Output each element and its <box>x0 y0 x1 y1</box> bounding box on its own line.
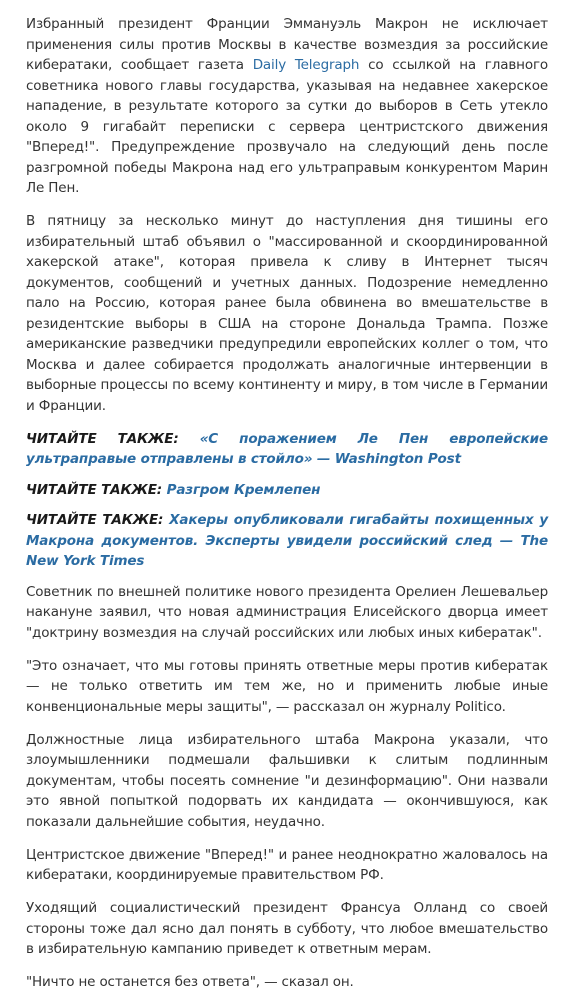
paragraph-3: Советник по внешней политике нового президента Орелиен Лешевальер накануне заявил, что новая администрация Елисейского дворца имеет "доктрину возмездия на случай российских или любых иных кибератак". <box>26 583 548 641</box>
paragraph-4: "Это означает, что мы готовы принять ответные меры против кибератак — не только ответить им тем же, но и применить любые иные конвенциональные меры защиты", — рассказал он журналу Politico. <box>26 657 548 715</box>
read-also-label: ЧИТАЙТЕ ТАКЖЕ: <box>26 512 164 528</box>
paragraph-2: В пятницу за несколько минут до наступления дня тишины его избирательный штаб объявил о "массированной и скоординированной хакерской атаке", которая привела к сливу в Интернет тысяч документов, сообщений и учетных данных. Подозрение немедленно пало на Россию, которая ранее была обвинена во вмешательстве в резидентские выборы в США на стороне Дональда Трампа. Позже американские разведчики предупредили европейских коллег о том, что Москва и далее собирается продолжать аналогичные интервенции в выборные процессы по всему континенту и миру, в том числе в Германии и Франции. <box>26 213 548 414</box>
read-also-2 <box>26 480 548 501</box>
read-also-1 <box>26 429 548 470</box>
paragraph-1-text-a: Избранный президент Франции Эммануэль Макрон не исключает применения силы против Москвы в качестве возмездия за российские кибератаки, сообщает газета <box>26 16 548 73</box>
read-also-label: ЧИТАЙТЕ ТАКЖЕ: <box>26 430 179 447</box>
paragraph-1-text-b: со ссылкой на главного советника нового главы государства, указывая на недавнее хакерское нападение, в результате которого за сутки до выборов в Сеть утекло около 9 гигабайт переписки с сервера центристского движения "Вперед!". Предупреждение прозвучало на следующий день после разгромной победы Макрона над его ультраправым конкурентом Марин Ле Пен. <box>26 57 548 196</box>
paragraph-8: "Ничто не останется без ответа", — сказал он. <box>26 974 354 990</box>
daily-telegraph-link[interactable]: Daily Telegraph <box>252 57 360 73</box>
paragraph-6: Центристское движение "Вперед!" и ранее неоднократно жаловалось на кибератаки, координируемые правительством РФ. <box>26 846 548 883</box>
read-also-label: ЧИТАЙТЕ ТАКЖЕ: <box>26 481 163 498</box>
paragraph-7: Уходящий социалистический президент Франсуа Олланд со своей стороны тоже дал ясно дал понять в субботу, что любое вмешательство в избирательную кампанию приведет к ответным мерам. <box>26 900 548 957</box>
read-also-link-kremlepen[interactable]: Разгром Кремлепен <box>166 481 321 498</box>
read-also-3 <box>26 510 548 572</box>
read-also-link-nyt[interactable]: Хакеры опубликовали гигабайты похищенных у Макрона документов. Эксперты увидели российский след — The New York Times <box>26 512 548 569</box>
paragraph-1 <box>26 14 548 199</box>
paragraph-5: Должностные лица избирательного штаба Макрона указали, что злоумышленники подмешали фальшивки к слитым подлинным документам, чтобы посеять сомнение "и дезинформацию". Они назвали это явной попыткой подорвать их кандидата — окончившуюся, как показали дальнейшие события, неудачно. <box>26 731 548 830</box>
read-also-link-washington-post[interactable]: «С поражением Ле Пен европейские ультраправые отправлены в стойло» — Washington Post <box>26 430 548 467</box>
